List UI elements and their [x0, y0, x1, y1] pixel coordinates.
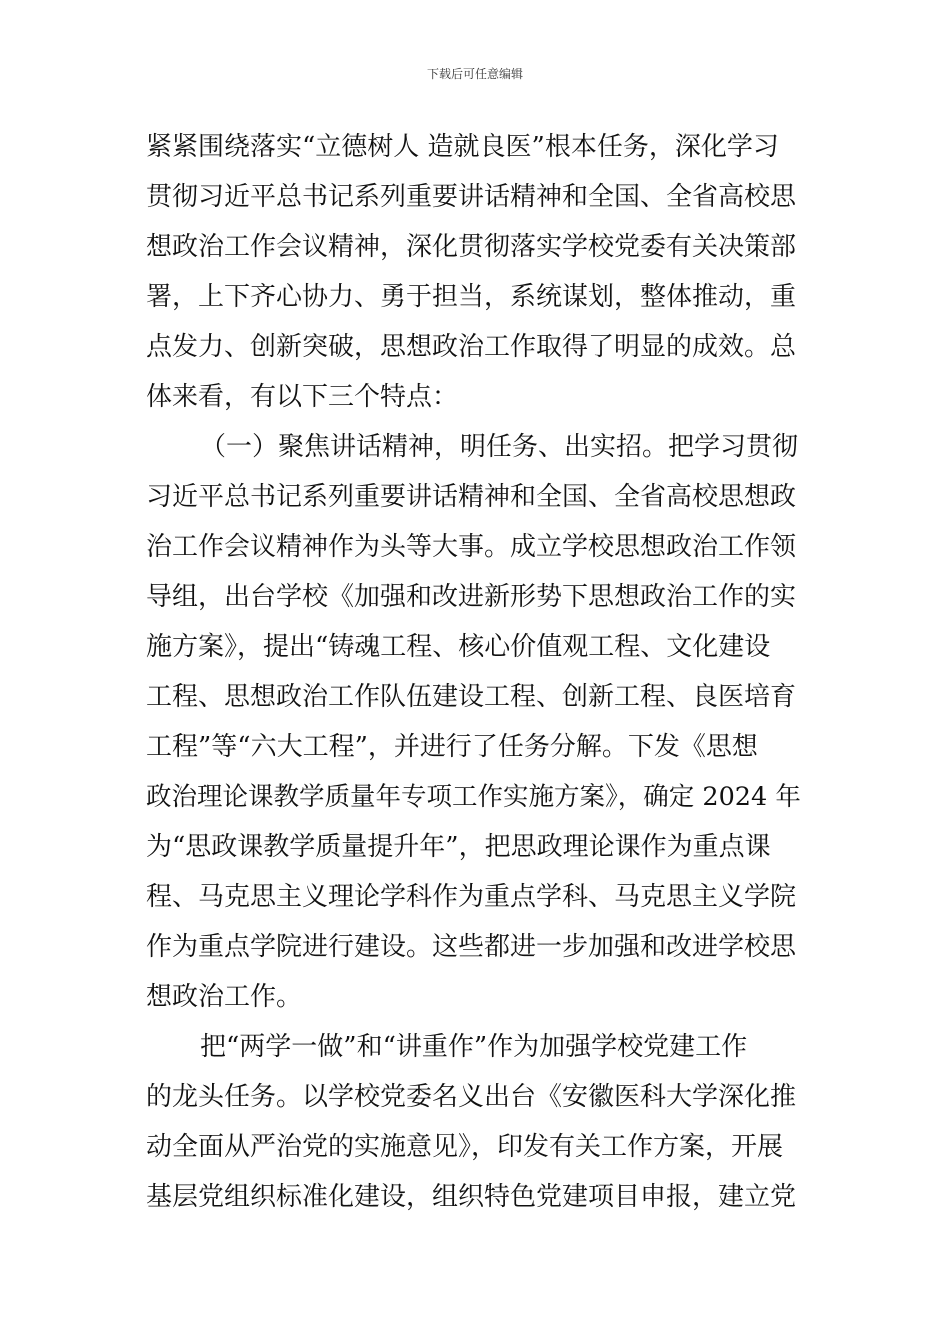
text-line: 治工作会议精神作为头等大事。成立学校思想政治工作领: [146, 532, 797, 562]
text-line: 程、马克思主义理论学科作为重点学科、马克思主义学院: [146, 882, 797, 912]
text-line: 紧紧围绕落实“立德树人 造就良医”根本任务，深化学习: [146, 132, 779, 162]
text-line: 想政治工作会议精神，深化贯彻落实学校党委有关决策部: [146, 232, 797, 262]
text-line: 体来看，有以下三个特点：: [146, 382, 459, 412]
text-line: 政治理论课教学质量年专项工作实施方案》，确定 2024 年: [146, 782, 801, 812]
text-line: 的龙头任务。以学校党委名义出台《安徽医科大学深化推: [146, 1082, 797, 1112]
text-line: 想政治工作。: [146, 982, 303, 1012]
page-header: 下载后可任意编辑: [426, 67, 523, 81]
text-line: 基层党组织标准化建设，组织特色党建项目申报，建立党: [146, 1182, 797, 1212]
text-line: 工程、思想政治工作队伍建设工程、创新工程、良医培育: [146, 682, 797, 712]
paragraph-first-line: （一）聚焦讲话精神，明任务、出实招。把学习贯彻: [200, 432, 799, 462]
text-line: 施方案》，提出“铸魂工程、核心价值观工程、文化建设: [146, 632, 771, 662]
text-line: 作为重点学院进行建设。这些都进一步加强和改进学校思: [146, 932, 797, 962]
text-line: 工程”等“六大工程”，并进行了任务分解。下发《思想: [146, 732, 758, 762]
text-line: 点发力、创新突破，思想政治工作取得了明显的成效。总: [146, 332, 797, 362]
text-line: 贯彻习近平总书记系列重要讲话精神和全国、全省高校思: [146, 182, 797, 212]
text-line: 为“思政课教学质量提升年”，把思政理论课作为重点课: [146, 832, 771, 862]
text-line: 动全面从严治党的实施意见》，印发有关工作方案，开展: [146, 1132, 784, 1162]
text-line: 署，上下齐心协力、勇于担当，系统谋划，整体推动，重: [146, 282, 797, 312]
paragraph-first-line: 把“两学一做”和“讲重作”作为加强学校党建工作: [200, 1032, 748, 1062]
text-line: 习近平总书记系列重要讲话精神和全国、全省高校思想政: [146, 482, 797, 512]
text-line: 导组，出台学校《加强和改进新形势下思想政治工作的实: [146, 582, 797, 612]
